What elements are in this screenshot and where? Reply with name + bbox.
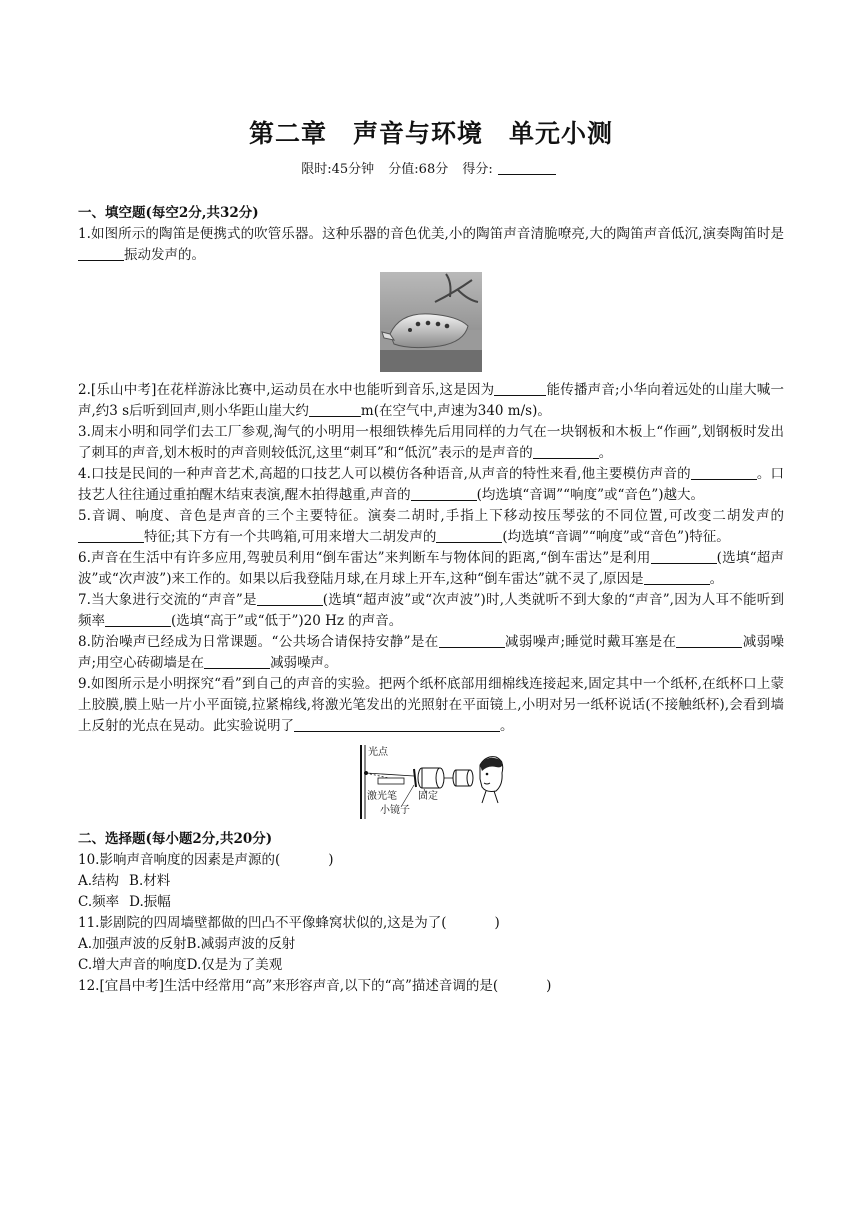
option-a[interactable]: A.结构 (78, 873, 120, 889)
option-c[interactable]: C.增大声音的响度 (78, 957, 187, 973)
title-quiz: 单元小测 (509, 119, 614, 148)
question-7: 7.当大象进行交流的“声音”是 (选填“超声波”或“次声波”)时,人类就听不到大象的“声音”,因为人耳不能听到频率 (选填“高于”或“低于”)20 Hz 的声音。 (78, 592, 784, 629)
exam-meta (78, 158, 784, 177)
question-10-options-row2 (78, 892, 784, 913)
question-11: 11.影剧院的四周墙壁都做的凹凸不平像蜂窝状似的,这是为了( ) (78, 915, 500, 931)
answer-blank[interactable] (105, 612, 171, 627)
score-field: 得分: (462, 162, 560, 177)
time-limit: 限时:45分钟 (301, 162, 375, 177)
answer-blank[interactable] (651, 549, 717, 564)
question-10-options-row1 (78, 871, 784, 892)
answer-blank[interactable] (533, 444, 599, 459)
answer-blank[interactable] (411, 486, 477, 501)
question-6: 6.声音在生活中有许多应用,驾驶员利用“倒车雷达”来判断车与物体间的距离,“倒车雷达”是利用 (选填“超声波”或“次声波”)来工作的。如果以后我登陆月球,在月球上开车,这种“倒车雷达”就不灵了,原因是 。 (78, 550, 784, 587)
answer-blank[interactable] (439, 633, 505, 648)
question-9: 9.如图所示是小明探究“看”到自己的声音的实验。把两个纸杯底部用细棉线连接起来,固定其中一个纸杯,在纸杯口上蒙上胶膜,膜上贴一片小平面镜,拉紧棉线,将激光笔发出的光照射在平面镜上,小明对另一纸杯说话(不接触纸杯),会看到墙上反射的光点在晃动。此实验说明了 。 (78, 676, 784, 734)
label-small-mirror: 小镜子 (380, 805, 410, 816)
question-1: 1.如图所示的陶笛是便携式的吹管乐器。这种乐器的音色优美,小的陶笛声音清脆嘹亮,大的陶笛声音低沉,演奏陶笛时是振动发声的。 (78, 226, 784, 263)
answer-blank[interactable] (494, 381, 546, 396)
option-d[interactable]: D.振幅 (129, 894, 171, 910)
section-fill-in-heading: 一、填空题(每空2分,共32分) (78, 205, 259, 221)
ocarina-photo (380, 272, 482, 372)
question-8: 8.防治噪声已经成为日常课题。“公共场合请保持安静”是在 减弱噪声;睡觉时戴耳塞是在 减弱噪声;用空心砖砌墙是在 减弱噪声。 (78, 634, 784, 671)
label-laser-pen: 激光笔 (367, 791, 397, 802)
option-a[interactable]: A.加强声波的反射 (78, 936, 187, 952)
option-c[interactable]: C.频率 (78, 894, 120, 910)
answer-blank[interactable] (676, 633, 742, 648)
answer-blank[interactable] (644, 570, 710, 585)
question-10: 10.影响声音响度的因素是声源的( ) (78, 852, 334, 868)
section-choice-heading: 二、选择题(每小题2分,共20分) (78, 831, 273, 847)
laser-experiment-diagram (356, 743, 506, 821)
answer-blank[interactable] (436, 528, 502, 543)
score-blank[interactable] (498, 160, 556, 175)
option-d[interactable]: D.仅是为了美观 (186, 957, 283, 973)
question-4: 4.口技是民间的一种声音艺术,高超的口技艺人可以模仿各种语音,从声音的特性来看,他主要模仿声音的 。口技艺人往往通过重拍醒木结束表演,醒木拍得越重,声音的 (均选填“音调”“响度”或“音色”)越大。 (78, 466, 784, 503)
answer-blank[interactable] (78, 528, 144, 543)
title-chapter: 第二章 (248, 119, 327, 148)
title-topic: 声音与环境 (352, 119, 483, 148)
question-3: 3.周末小明和同学们去工厂参观,淘气的小明用一根细铁棒先后用同样的力气在一块钢板和木板上“作画”,划钢板时发出了刺耳的声音,划木板时的声音则较低沉,这里“刺耳”和“低沉”表示的是声音的 。 (78, 424, 784, 461)
question-5: 5.音调、响度、音色是声音的三个主要特征。演奏二胡时,手指上下移动按压琴弦的不同位置,可改变二胡发声的特征;其下方有一个共鸣箱,可用来增大二胡发声的 (均选填“音调”“响度”或“音色”)特征。 (78, 508, 784, 545)
option-b[interactable]: B.材料 (129, 873, 171, 889)
worksheet-page (78, 110, 784, 997)
label-light-spot: 光点 (368, 747, 388, 758)
score-total: 分值:68分 (388, 162, 449, 177)
label-fixed: 固定 (418, 791, 438, 802)
answer-blank[interactable] (294, 717, 500, 732)
answer-blank[interactable] (257, 591, 323, 606)
answer-blank[interactable] (691, 465, 757, 480)
page-title (78, 114, 784, 150)
question-2: 2.[乐山中考]在花样游泳比赛中,运动员在水中也能听到音乐,这是因为 能传播声音;小华向着远处的山崖大喊一声,约3 s后听到回声,则小华距山崖大约 m(在空气中,声速为340 m/s)。 (78, 382, 784, 419)
answer-blank[interactable] (204, 654, 270, 669)
answer-blank[interactable] (309, 402, 361, 417)
question-12: 12.[宜昌中考]生活中经常用“高”来形容声音,以下的“高”描述音调的是( ) (78, 978, 552, 994)
laser-experiment-figure (78, 743, 784, 821)
answer-blank[interactable] (78, 246, 124, 261)
question-11-options-row2 (78, 955, 784, 976)
option-b[interactable]: B.减弱声波的反射 (186, 936, 296, 952)
ocarina-figure (78, 272, 784, 372)
question-11-options-row1 (78, 934, 784, 955)
